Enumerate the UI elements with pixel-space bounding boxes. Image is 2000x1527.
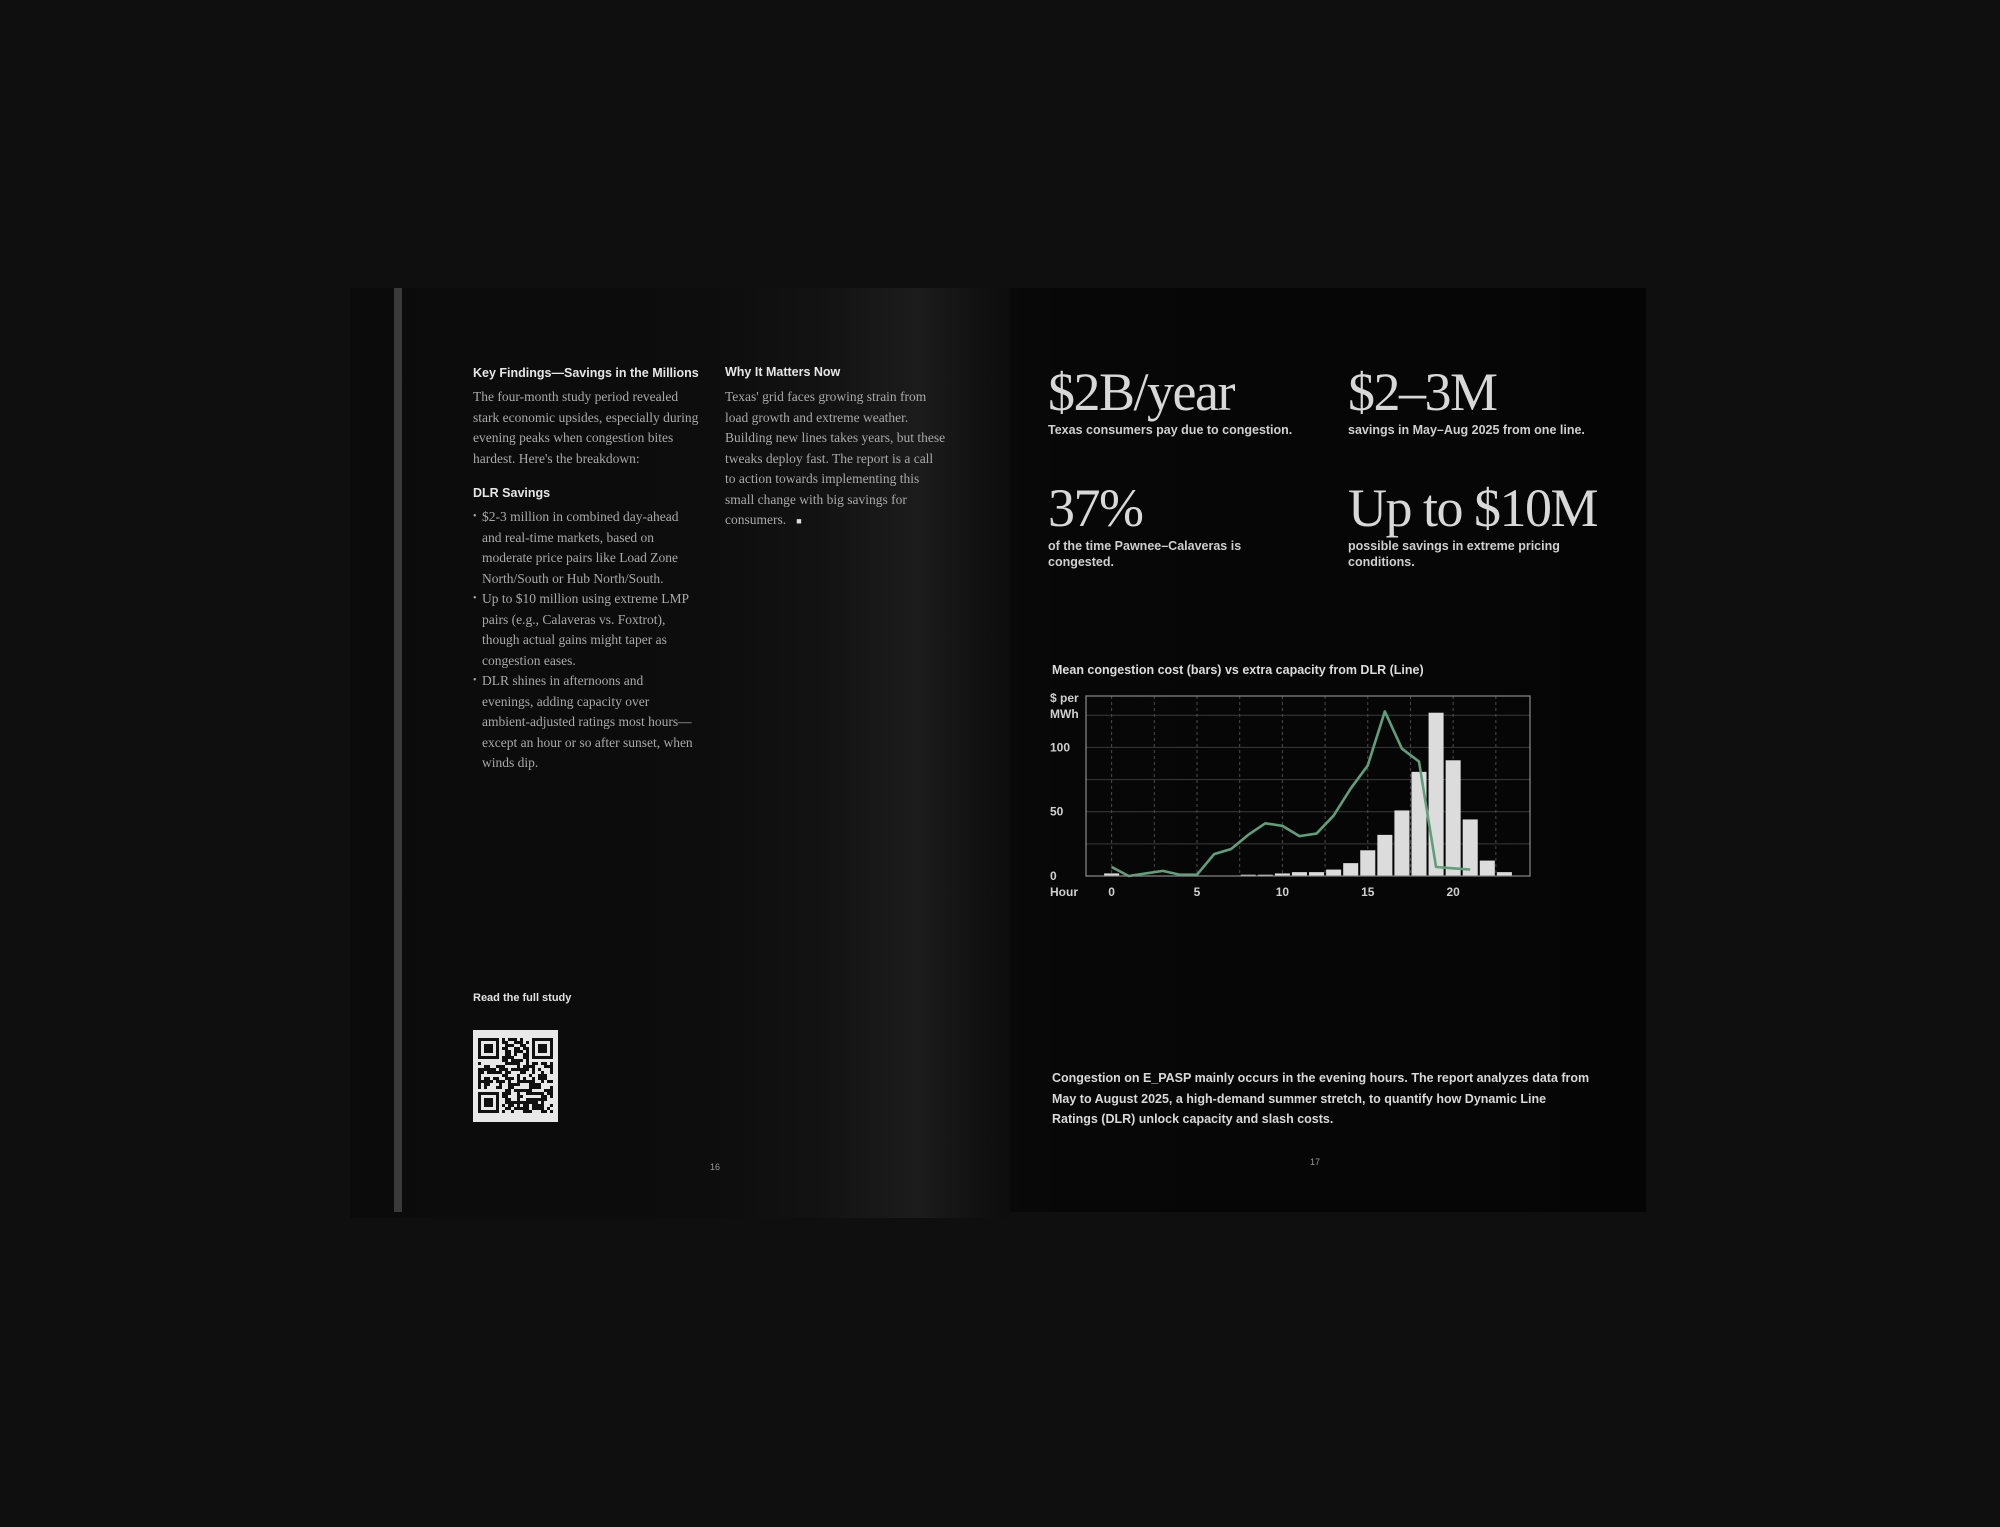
list-item: • $2-3 million in combined day-ahead and real-time markets, based on moderate price pairs like Load Zone North/South or Hub North/South.	[473, 507, 695, 589]
congestion-chart	[1040, 692, 1560, 902]
page-number-left: 16	[710, 1162, 721, 1172]
stat-value: 37%	[1048, 478, 1143, 538]
chart-title: Mean congestion cost (bars) vs extra capacity from DLR (Line)	[1052, 663, 1424, 677]
qr-code[interactable]	[473, 1030, 558, 1122]
qr-label: Read the full study	[473, 992, 572, 1004]
dlr-savings-list	[473, 507, 695, 774]
x-tick-label: 10	[1275, 885, 1290, 899]
stat-caption: savings in May–Aug 2025 from one line.	[1348, 423, 1585, 437]
stat-caption: of the time Pawnee–Calaveras is congested.	[1048, 539, 1242, 569]
bar	[1429, 713, 1444, 876]
bar	[1343, 863, 1358, 876]
x-tick-label: 20	[1446, 885, 1460, 899]
y-tick-label: 50	[1050, 804, 1064, 819]
bar	[1463, 819, 1478, 876]
why-it-matters-heading: Why It Matters Now	[725, 365, 841, 379]
chart-caption: Congestion on E_PASP mainly occurs in the evening hours. The report analyzes data from May to August 2025, a high-demand summer stretch, to quantify how Dynamic Line Ratings (DLR) unlock capacity and slash costs.	[1052, 1071, 1590, 1126]
y-tick-label: 100	[1050, 740, 1071, 755]
x-tick-label: 5	[1193, 885, 1201, 899]
x-axis-label: Hour	[1050, 885, 1078, 899]
key-findings-heading: Key Findings—Savings in the Millions	[473, 366, 699, 380]
why-it-matters-column	[725, 365, 947, 532]
page-number-right: 17	[1310, 1157, 1321, 1167]
list-item: • DLR shines in afternoons and evenings, adding capacity over ambient-adjusted ratings most hours—except an hour or so after sunset, when winds dip.	[473, 671, 695, 774]
stat-value: Up to $10M	[1348, 478, 1598, 538]
bar	[1394, 810, 1409, 876]
bar	[1446, 760, 1461, 876]
stat-block	[1348, 362, 1628, 438]
why-it-matters-text: Texas' grid faces growing strain from load growth and extreme weather. Building new lines takes years, but these tweaks deploy fast. The report is a call to action towards implementing this small change with big savings for consumers.	[725, 389, 946, 527]
list-item: • Up to $10 million using extreme LMP pairs (e.g., Calaveras vs. Foxtrot), though actual gains might taper as congestion eases.	[473, 589, 695, 671]
y-axis-label: $ per	[1050, 692, 1079, 705]
key-findings-column	[473, 366, 705, 774]
bar	[1326, 870, 1341, 876]
dlr-savings-heading: DLR Savings	[473, 486, 551, 500]
qr-code-graphic	[473, 1030, 558, 1122]
stat-block	[1048, 478, 1248, 570]
page-edge	[394, 288, 402, 1212]
x-tick-label: 0	[1108, 885, 1115, 899]
stat-block	[1048, 362, 1328, 438]
x-tick-label: 15	[1361, 885, 1375, 899]
end-mark: ■	[796, 516, 802, 526]
stat-value: $2–3M	[1348, 362, 1497, 422]
stat-caption: possible savings in extreme pricing conditions.	[1348, 539, 1560, 569]
stat-value: $2B/year	[1048, 362, 1234, 422]
bar	[1377, 835, 1392, 876]
bar	[1480, 861, 1495, 876]
why-it-matters-body	[725, 387, 947, 532]
stat-caption: Texas consumers pay due to congestion.	[1048, 423, 1293, 437]
booklet-spread	[350, 282, 1650, 1222]
y-axis-label: MWh	[1050, 707, 1079, 721]
stat-block	[1348, 478, 1598, 570]
y-tick-label: 0	[1050, 869, 1057, 883]
bar	[1360, 850, 1375, 876]
key-findings-intro: The four-month study period revealed stark economic upsides, especially during evening peaks when congestion bites hardest. Here's the breakdown:	[473, 389, 699, 466]
